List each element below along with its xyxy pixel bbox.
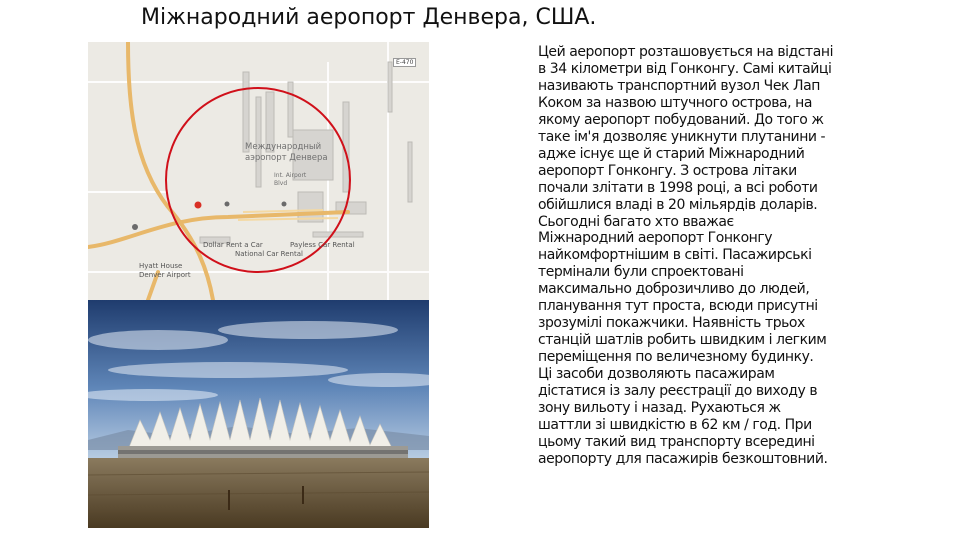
map-airport-label-2: аэропорт Денвера [245, 153, 328, 163]
map-dollar-label: Dollar Rent a Car [203, 241, 263, 249]
body-text [538, 44, 896, 468]
body-text-line: таке ім'я дозволяє уникнути плутанини - [538, 128, 826, 145]
body-text-line: обійшлися владі в 20 мільярдів доларів. [538, 196, 818, 213]
body-text-line: зрозумілі покажчики. Наявність трьох [538, 315, 805, 332]
body-text-line: Коком за назвою штучного острова, на [538, 94, 812, 111]
map-national-label: National Car Rental [235, 250, 303, 258]
body-text-line: максимально доброзичливо до людей, [538, 281, 810, 298]
body-text-line: почали злітати в 1998 році, а всі роботи [538, 179, 818, 196]
map-hyatt-label-2: Denver Airport [139, 271, 191, 279]
body-text-line: станцій шатлів робить швидким і легким [538, 332, 827, 349]
body-text-line: Міжнародний аеропорт Гонконгу [538, 230, 773, 247]
body-text-line: адже існує ще й старий Міжнародний [538, 145, 805, 162]
slide-title: Міжнародний аеропорт Денвера, США. [141, 5, 597, 30]
map-payless-label: Payless Car Rental [290, 241, 355, 249]
body-text-line: Сьогодні багато хто вважає [538, 213, 734, 230]
body-text-line: аеропорту для пасажирів безкоштовний. [538, 450, 828, 467]
body-text-line: термінали були спроектовані [538, 264, 744, 281]
airport-map [88, 42, 429, 300]
body-text-line: найкомфортнішим в світі. Пасажирські [538, 247, 812, 264]
airport-photo [88, 300, 429, 528]
body-text-line: переміщення по величезному будинку. [538, 349, 814, 366]
body-text-line: в 34 кілометри від Гонконгу. Самі китайці [538, 60, 832, 77]
map-hyatt-label-1: Hyatt House [139, 262, 183, 270]
route-shield: E-470 [393, 58, 416, 67]
body-text-line: планування тут проста, всюди присутні [538, 298, 818, 315]
map-small-label-1: Int. Airport [274, 172, 307, 179]
terminal-photo-graphic [88, 300, 429, 528]
body-text-line: дістатися із залу реєстрації до виходу в [538, 383, 818, 400]
map-small-label-2: Blvd [274, 180, 288, 187]
body-text-line: називають транспортний вузол Чек Лап [538, 77, 820, 94]
body-text-line: цьому такий вид транспорту всередині [538, 433, 815, 450]
map-airport-label-1: Международный [245, 142, 322, 152]
body-text-line: якому аеропорт побудований. До того ж [538, 111, 824, 128]
body-text-line: шаттли зі швидкістю в 62 км / год. При [538, 416, 812, 433]
body-text-line: аеропорт Гонконгу. З острова літаки [538, 162, 797, 179]
body-text-line: зону вильоту і назад. Рухаються ж [538, 400, 781, 417]
body-text-line: Ці засоби дозволяють пасажирам [538, 366, 775, 383]
body-text-line: Цей аеропорт розташовується на відстані [538, 44, 834, 60]
